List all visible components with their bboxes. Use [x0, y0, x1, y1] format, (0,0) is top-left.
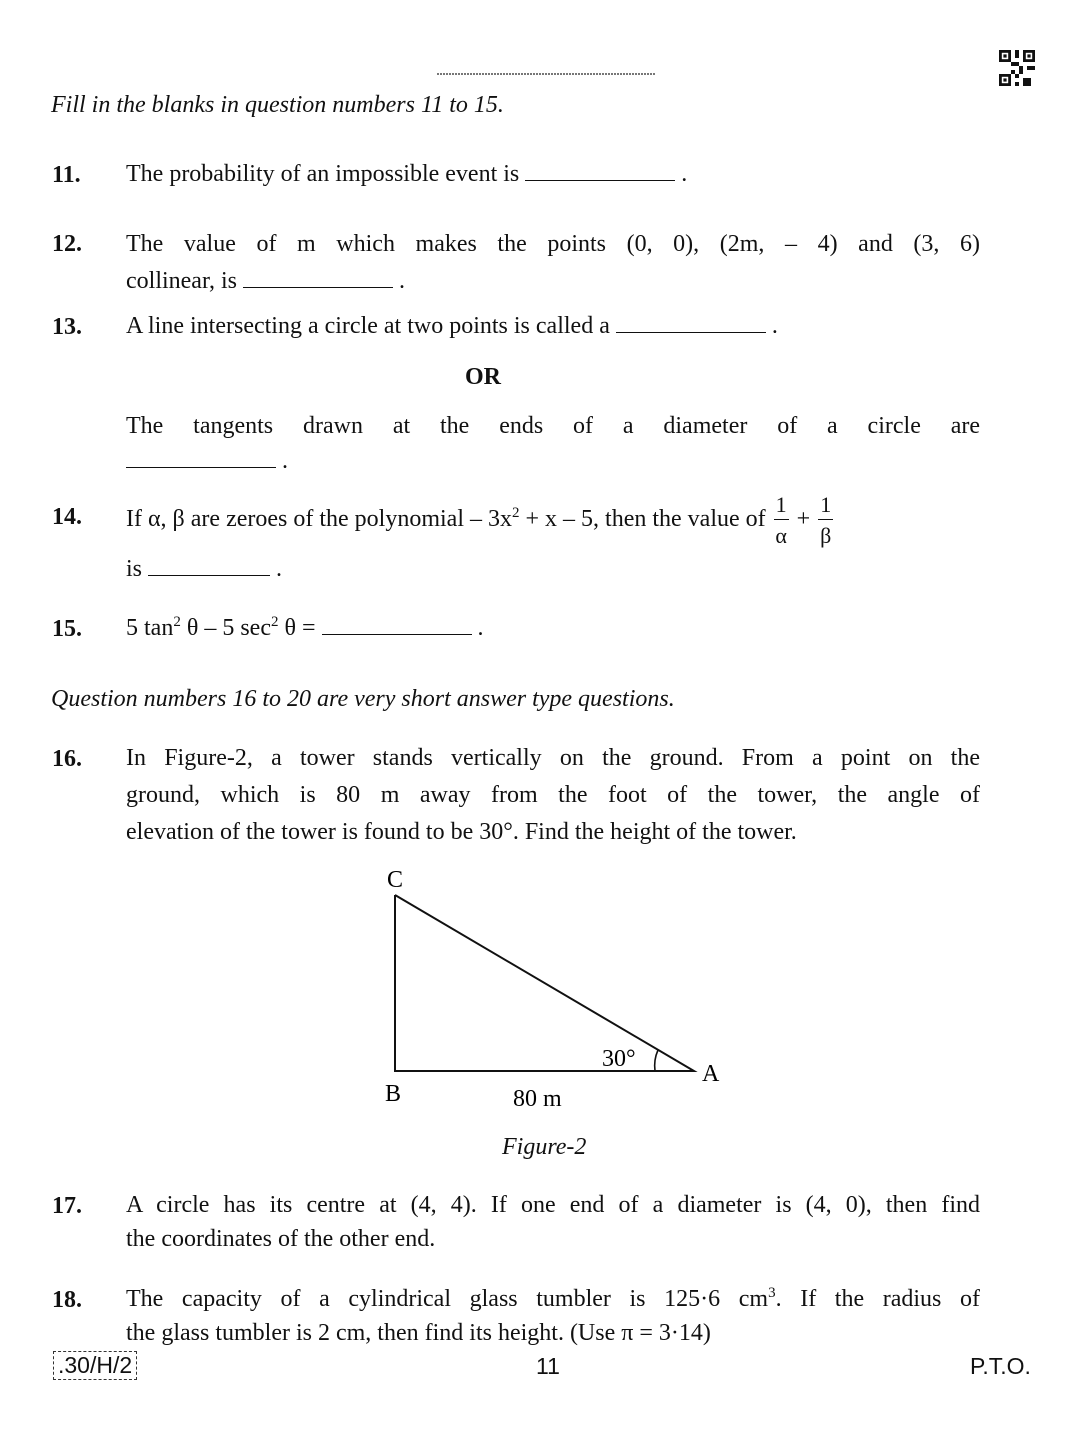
- question-11-end: .: [681, 161, 688, 187]
- question-14-end: .: [276, 556, 283, 582]
- question-18-part-a: The capacity of a cylindrical glass tumbler is 125·6 cm: [126, 1286, 769, 1312]
- question-15-exponent-2: 2: [270, 614, 279, 630]
- question-17-line2: the coordinates of the other end.: [126, 1226, 436, 1252]
- page-number: 11: [536, 1353, 560, 1379]
- please-turn-over: P.T.O.: [970, 1353, 1031, 1379]
- vertex-label-b: B: [385, 1081, 402, 1107]
- question-13: [126, 308, 980, 345]
- question-number-12: 12.: [52, 231, 82, 257]
- question-14-text-a: If α, β are zeroes of the polynomial – 3x: [126, 506, 512, 532]
- header-rule: [437, 73, 655, 75]
- question-14-line2-text: is: [126, 556, 143, 582]
- question-13-alt-line1: The tangents drawn at the ends of a diameter of a circle are: [126, 413, 980, 439]
- section-instruction-short-answer: Question numbers 16 to 20 are very short answer type questions.: [51, 686, 675, 712]
- question-13-end: .: [771, 313, 778, 339]
- question-12-end: .: [399, 268, 405, 294]
- question-15: [126, 610, 980, 647]
- question-11: [126, 156, 980, 193]
- question-18-line1: [126, 1281, 980, 1318]
- answer-blank-11: [525, 162, 675, 181]
- question-15-part-c: θ =: [278, 615, 316, 641]
- figure-2-triangle: [370, 860, 740, 1120]
- question-16-line1: In Figure-2, a tower stands vertically on the ground. From a point on the: [126, 745, 980, 771]
- question-18-exponent: 3: [768, 1285, 776, 1301]
- question-number-11: 11.: [52, 162, 81, 188]
- question-15-part-b: θ – 5 sec: [180, 615, 271, 641]
- angle-label: 30°: [602, 1046, 636, 1072]
- paper-code: .30/H/2: [53, 1351, 137, 1380]
- answer-blank-13: [616, 314, 766, 333]
- question-14-line2: [126, 551, 980, 588]
- angle-arc: [655, 1050, 658, 1071]
- plus-sign: +: [796, 506, 811, 532]
- answer-blank-15: [322, 616, 472, 635]
- question-number-15: 15.: [52, 616, 82, 642]
- figure-caption: Figure-2: [502, 1134, 587, 1160]
- question-15-exponent-1: 2: [173, 614, 181, 630]
- question-16-line2: ground, which is 80 m away from the foot of the tower, the angle of: [126, 782, 980, 808]
- question-13-text: A line intersecting a circle at two points is called a: [126, 313, 610, 339]
- fraction-one-over-beta: [818, 491, 833, 548]
- fraction-1-numerator: 1: [774, 494, 789, 520]
- triangle-outline: [395, 895, 694, 1071]
- vertex-label-a: A: [702, 1061, 720, 1087]
- question-14-text-b: + x – 5, then the value of: [519, 506, 766, 532]
- vertex-label-c: C: [387, 867, 404, 893]
- question-17-line1: A circle has its centre at (4, 4). If one end of a diameter is (4, 0), then find: [126, 1192, 980, 1218]
- question-15-part-a: 5 tan: [126, 615, 174, 641]
- fraction-one-over-alpha: [774, 491, 789, 548]
- question-number-16: 16.: [52, 746, 82, 772]
- question-14-line1: [126, 487, 980, 551]
- answer-blank-14: [148, 557, 270, 576]
- question-15-end: .: [477, 615, 484, 641]
- question-18-part-b: . If the radius of: [775, 1286, 981, 1312]
- question-number-18: 18.: [52, 1287, 82, 1313]
- answer-blank-13-alt: [126, 449, 276, 468]
- question-11-text: The probability of an impossible event is: [126, 161, 520, 187]
- question-number-14: 14.: [52, 504, 82, 530]
- or-separator: OR: [465, 364, 501, 390]
- question-16-line3: elevation of the tower is found to be 30°. Find the height of the tower.: [126, 819, 797, 845]
- question-14-exponent: 2: [512, 505, 520, 521]
- question-13-alt-line2: [126, 443, 980, 480]
- answer-blank-12: [243, 269, 393, 288]
- question-13-alt-end: .: [282, 448, 288, 474]
- qr-code-icon: [999, 50, 1035, 86]
- question-12-line2: [126, 263, 980, 300]
- base-length-label: 80 m: [513, 1086, 562, 1112]
- fraction-1-denominator: α: [775, 522, 787, 548]
- question-number-17: 17.: [52, 1193, 82, 1219]
- question-18-line2: the glass tumbler is 2 cm, then find its height. (Use π = 3·14): [126, 1320, 711, 1346]
- question-12-line1: The value of m which makes the points (0, 0), (2m, – 4) and (3, 6): [126, 231, 980, 257]
- section-instruction-fill-blanks: Fill in the blanks in question numbers 11 to 15.: [51, 92, 504, 118]
- fraction-2-numerator: 1: [818, 494, 833, 520]
- question-number-13: 13.: [52, 314, 82, 340]
- question-12-text: collinear, is: [126, 268, 237, 294]
- fraction-2-denominator: β: [820, 522, 832, 548]
